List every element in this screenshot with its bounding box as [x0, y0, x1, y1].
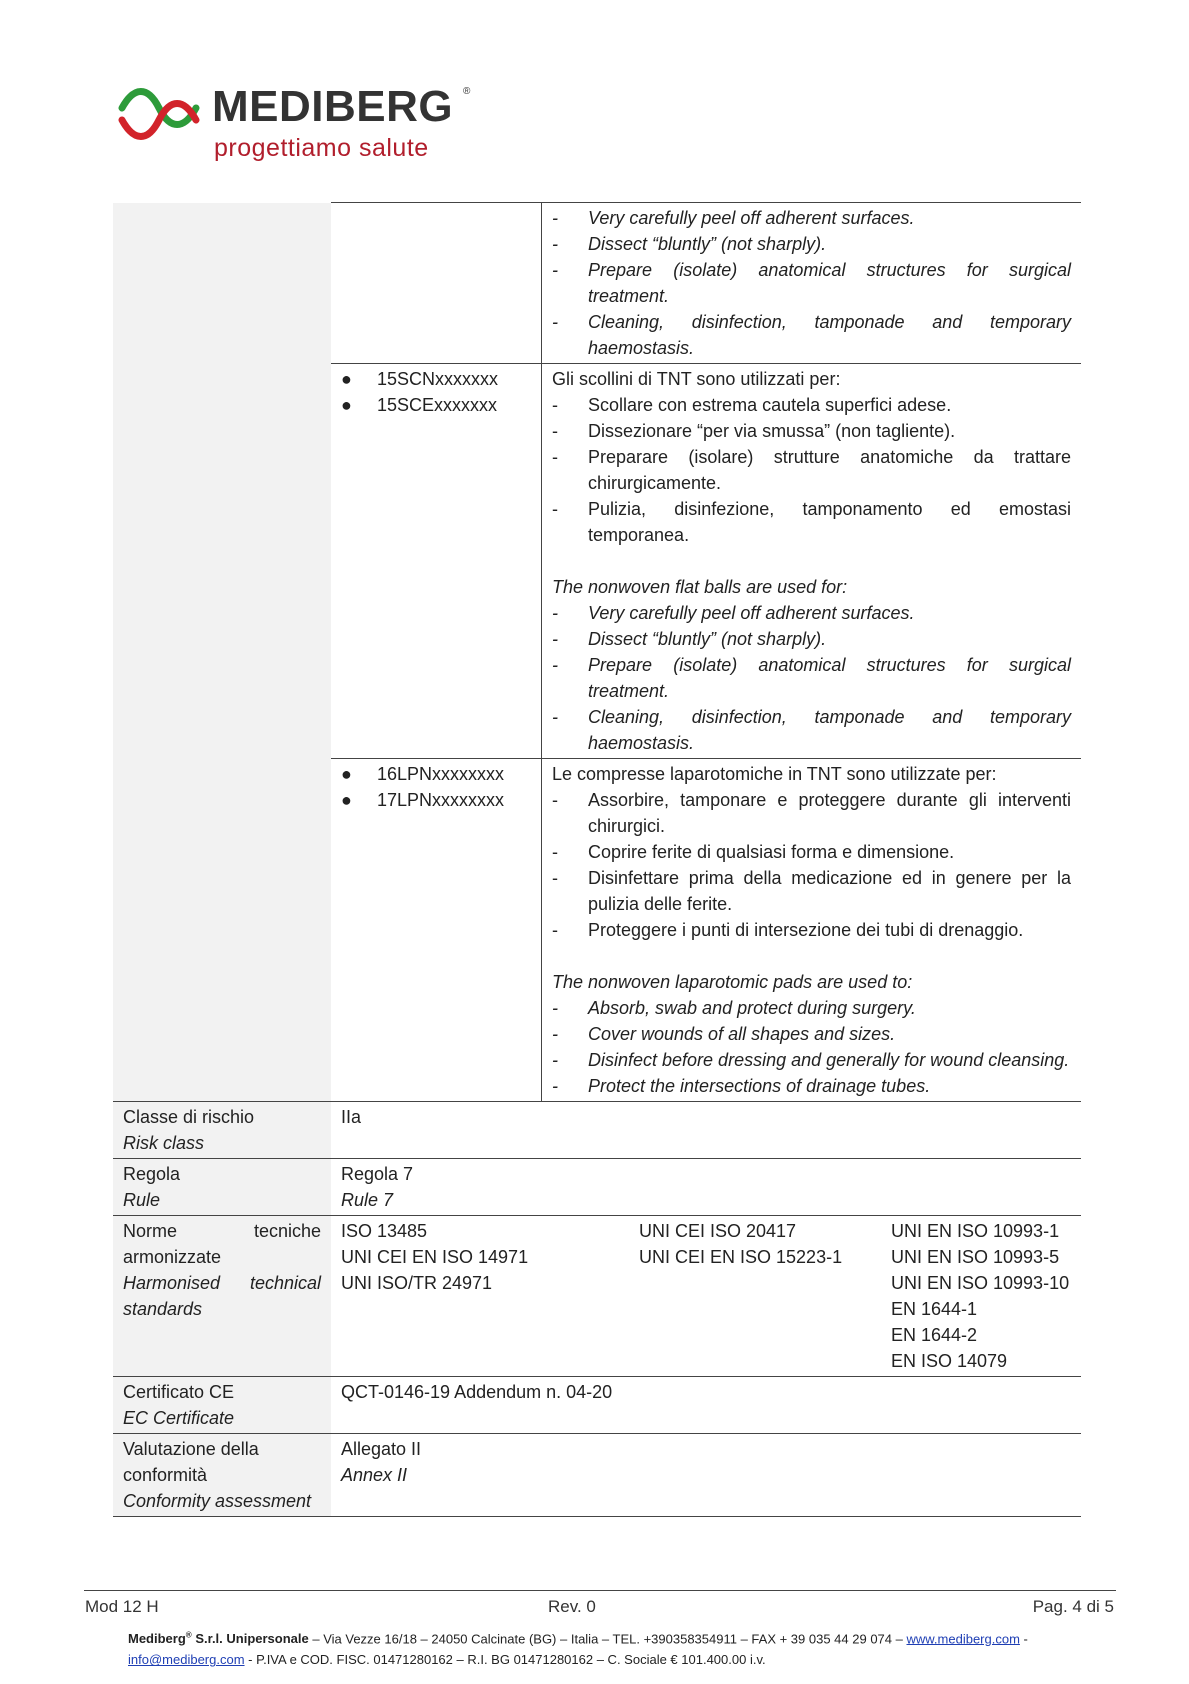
section2-en-intro: The nonwoven flat balls are used for:	[552, 577, 848, 597]
list-item: - Assorbire, tamponare e proteggere durante gli interventi chirurgici.	[552, 790, 1071, 836]
list-item: - Cleaning, disinfection, tamponade and temporary haemostasis.	[552, 312, 1071, 358]
footer-revision: Rev. 0	[548, 1597, 596, 1616]
code-item: ● 15SCExxxxxxx	[341, 395, 498, 415]
standards-column-3: UNI EN ISO 10993-1 UNI EN ISO 10993-5 UNI EN ISO 10993-10 EN 1644-1 EN 1644-2 EN ISO 14079	[891, 1221, 1070, 1371]
risk-class-row	[113, 1102, 1081, 1159]
logo-tagline: progettiamo salute	[214, 134, 429, 162]
rule-label: Regola Rule	[113, 1159, 331, 1216]
conformity-label: Valutazione della conformità Conformity assessment	[113, 1434, 331, 1517]
list-item: - Prepare (isolate) anatomical structures for surgical treatment.	[552, 260, 1071, 306]
section2-description	[542, 364, 1082, 759]
section1-codes	[331, 203, 542, 364]
list-item: - Prepare (isolate) anatomical structures for surgical treatment.	[552, 655, 1071, 701]
footer-address: Mediberg® S.r.l. Unipersonale – Via Vezze 16/18 – 24050 Calcinate (BG) – Italia – TEL. +390358354911 – FAX + 39 035 44 29 074 – www.mediberg.com - info@mediberg.com - P.IVA e COD. FISC. 01471280162 – R.I. BG 01471280162 – C. Sociale € 101.400.00 i.v.	[128, 1631, 1028, 1668]
certificate-value: QCT-0146-19 Addendum n. 04-20	[331, 1377, 1081, 1434]
list-item: - Cover wounds of all shapes and sizes.	[552, 1024, 896, 1044]
certificate-row	[113, 1377, 1081, 1434]
list-item: - Protect the intersections of drainage tubes.	[552, 1076, 931, 1096]
email-link[interactable]: info@mediberg.com	[128, 1652, 245, 1668]
list-item: - Disinfect before dressing and generally for wound cleansing.	[552, 1050, 1070, 1070]
section2-codes	[331, 364, 542, 759]
footer-module: Mod 12 H	[85, 1597, 159, 1616]
standards-row	[113, 1216, 1081, 1377]
list-item: - Dissect “bluntly” (not sharply).	[552, 629, 827, 649]
certificate-label: Certificato CE EC Certificate	[113, 1377, 331, 1434]
footer-divider	[84, 1590, 1116, 1591]
code-item: ● 16LPNxxxxxxxx	[341, 764, 505, 784]
list-item: - Dissezionare “per via smussa” (non tagliente).	[552, 421, 956, 441]
section1-row	[113, 203, 1081, 364]
website-link[interactable]: www.mediberg.com	[906, 1631, 1020, 1647]
code-item: ● 15SCNxxxxxxx	[341, 369, 499, 389]
product-spec-table	[113, 202, 1081, 1517]
standards-list	[331, 1216, 1081, 1377]
standards-column-2: UNI CEI ISO 20417 UNI CEI EN ISO 15223-1	[639, 1221, 843, 1267]
rule-value: Regola 7 Rule 7	[331, 1159, 1081, 1216]
section3-description	[542, 759, 1082, 1102]
list-item: - Disinfettare prima della medicazione ed in genere per la pulizia delle ferite.	[552, 868, 1071, 914]
list-item: - Coprire ferite di qualsiasi forma e dimensione.	[552, 842, 955, 862]
section2-it-intro: Gli scollini di TNT sono utilizzati per:	[552, 369, 841, 389]
section3-en-intro: The nonwoven laparotomic pads are used to:	[552, 972, 913, 992]
logo-brand: MEDIBERG	[212, 82, 454, 131]
list-item: - Pulizia, disinfezione, tamponamento ed emostasi temporanea.	[552, 499, 1071, 545]
list-item: - Cleaning, disinfection, tamponade and temporary haemostasis.	[552, 707, 1071, 753]
rule-row	[113, 1159, 1081, 1216]
code-item: ● 17LPNxxxxxxxx	[341, 790, 505, 810]
intended-use-label-cell	[113, 203, 331, 1102]
mediberg-wave-icon	[118, 86, 200, 142]
footer-page-number: Pag. 4 di 5	[1032, 1597, 1114, 1616]
company-logo	[118, 80, 478, 170]
risk-class-label: Classe di rischio Risk class	[113, 1102, 331, 1159]
conformity-value: Allegato II Annex II	[331, 1434, 1081, 1517]
section1-description	[542, 203, 1082, 364]
standards-label: Norme tecniche armonizzate Harmonised technical standards	[113, 1216, 331, 1377]
list-item: - Very carefully peel off adherent surfaces.	[552, 603, 915, 623]
list-item: - Preparare (isolare) strutture anatomiche da trattare chirurgicamente.	[552, 447, 1071, 493]
list-item: - Scollare con estrema cautela superfici adese.	[552, 395, 952, 415]
risk-class-value: IIa	[331, 1102, 1081, 1159]
list-item: - Very carefully peel off adherent surfaces.	[552, 208, 915, 228]
list-item: - Proteggere i punti di intersezione dei tubi di drenaggio.	[552, 920, 1024, 940]
list-item: - Dissect “bluntly” (not sharply).	[552, 234, 827, 254]
conformity-row	[113, 1434, 1081, 1517]
standards-column-1: ISO 13485 UNI CEI EN ISO 14971 UNI ISO/TR 24971	[341, 1221, 529, 1293]
logo-registered-mark: ®	[463, 86, 471, 97]
list-item: - Absorb, swab and protect during surgery.	[552, 998, 916, 1018]
section3-it-intro: Le compresse laparotomiche in TNT sono utilizzate per:	[552, 764, 997, 784]
section3-codes	[331, 759, 542, 1102]
